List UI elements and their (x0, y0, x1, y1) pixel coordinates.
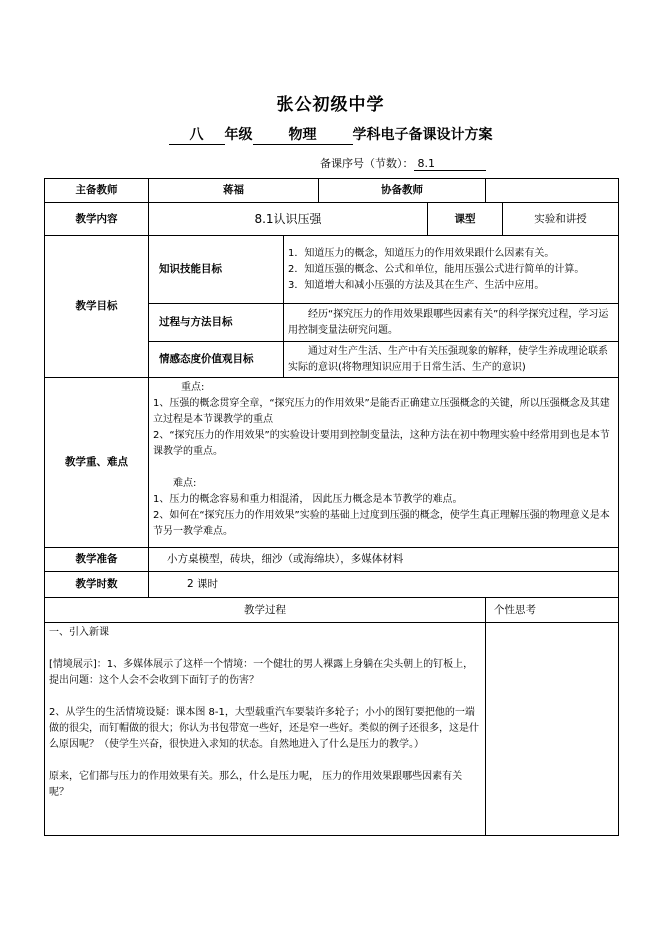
goal-knowledge-line: 3．知道增大和减小压强的方法及其在生产、生活中应用。 (288, 279, 545, 291)
goal-process-content (284, 304, 619, 342)
lesson-number-label: 备课序号（节数）： (320, 157, 414, 170)
hours-value: 2 课时 (149, 572, 619, 598)
main-teacher-label: 主备教师 (45, 179, 149, 203)
goal-knowledge-line: 2．知道压强的概念、公式和单位，能用压强公式进行简单的计算。 (288, 263, 585, 275)
key-points-label: 教学重、难点 (45, 378, 149, 548)
difficult-points-title: 难点: (173, 478, 197, 489)
grade-label: 年级 (224, 127, 253, 143)
lesson-plan-table (44, 178, 619, 836)
lesson-number-value: 8.1 (414, 157, 486, 171)
process-header: 教学过程 (45, 598, 486, 623)
co-teacher-label: 协备教师 (319, 179, 486, 203)
hours-label: 教学时数 (45, 572, 149, 598)
process-paragraph: 一、引入新课 (49, 627, 109, 638)
subject-suffix: 学科电子备课设计方案 (352, 127, 493, 143)
content-value: 8.1认识压强 (149, 203, 428, 236)
prep-value: 小方桌模型，砖块，细沙（或海绵块），多媒体材料 (149, 548, 619, 572)
difficult-point-item: 2、如何在“探究压力的作用效果”实验的基础上过度到压强的概念，使学生真正理解压强的物理意义是本节另一教学难点。 (153, 510, 610, 537)
prep-label: 教学准备 (45, 548, 149, 572)
school-title: 张公初级中学 (276, 95, 385, 115)
goal-attitude-label: 情感态度价值观目标 (149, 342, 284, 378)
goal-process-label: 过程与方法目标 (149, 304, 284, 342)
difficult-point-item: 1、压力的概念容易和重力相混淆， 因此压力概念是本节教学的难点。 (153, 494, 463, 505)
co-teacher-value (486, 179, 619, 203)
goals-label: 教学目标 (45, 236, 149, 378)
process-paragraph: 2、从学生的生活情境设疑：课本图 8-1，大型载重汽车要装许多轮子；小小的图钉要把他的一端做的很尖，而钉帽做的很大；你认为书包带宽一些好，还是窄一些好。类似的例子还很多，这是什么原因呢？（使学生兴奋，很快进入求知的状态。自然地进入了什么是压力的教学。） (49, 707, 479, 750)
grade-value: 八 (169, 124, 225, 145)
plan-subtitle (0, 124, 661, 145)
key-points-content (149, 378, 619, 548)
lesson-number (320, 155, 486, 171)
process-paragraph: [情境展示]：1、多媒体展示了这样一个情境：一个健壮的男人裸露上身躺在尖头朝上的钉板上，提出问题：这个人会不会收到下面钉子的伤害？ (49, 659, 474, 686)
content-label: 教学内容 (45, 203, 149, 236)
key-point-item: 1、压强的概念贯穿全章，“探究压力的作用效果”是能否正确建立压强概念的关键，所以压强概念及其建立过程是本节课教学的重点 (153, 398, 610, 425)
goal-knowledge-content (284, 236, 619, 304)
key-points-title: 重点: (181, 382, 205, 393)
process-paragraph: 原来，它们都与压力的作用效果有关。那么，什么是压力呢， 压力的作用效果跟哪些因素有关呢？ (49, 771, 463, 798)
goal-attitude-line: 通过对生产生活、生产中有关压强现象的解释，使学生养成理论联系实际的意识(将物理知识应用于日常生活、生产的意识) (288, 345, 608, 373)
goal-knowledge-line: 1．知道压力的概念，知道压力的作用效果跟什么因素有关。 (288, 247, 555, 259)
main-teacher-value: 蒋福 (149, 179, 319, 203)
goal-attitude-content (284, 342, 619, 378)
key-point-item: 2、“探究压力的作用效果”的实验设计要用到控制变量法，这种方法在初中物理实验中经常用到也是本节课教学的重点。 (153, 430, 610, 457)
reflection-header: 个性思考 (486, 598, 619, 623)
process-content (45, 623, 486, 836)
goal-knowledge-label: 知识技能目标 (149, 236, 284, 304)
reflection-content (486, 623, 619, 836)
type-value: 实验和讲授 (503, 203, 619, 236)
subject-value: 物理 (253, 124, 353, 145)
type-label: 课型 (428, 203, 503, 236)
goal-process-line: 经历“探究压力的作用效果跟哪些因素有关”的科学探究过程，学习运用控制变量法研究问题。 (288, 308, 609, 336)
